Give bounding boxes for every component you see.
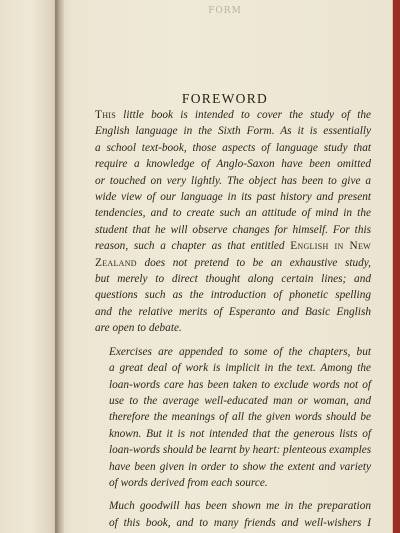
- right-page: [58, 0, 393, 533]
- text-line: [95, 442, 371, 458]
- text-run: or touched on very lightly. The object has been to give a: [95, 174, 371, 187]
- text-line: [95, 287, 371, 303]
- text-run: use to the average well-educated man or woman, and: [109, 394, 371, 407]
- text-line: [95, 409, 371, 425]
- small-caps-text: This: [95, 109, 116, 121]
- text-run: reason, such a chapter as that entitled: [95, 240, 291, 253]
- foreword-paragraph: [95, 107, 371, 337]
- text-line: [95, 360, 371, 376]
- text-run: a school text-book, those aspects of language study that: [95, 141, 371, 154]
- text-run: known. But it is not intended that the generous lists of: [109, 427, 371, 440]
- text-run: but merely to direct thought along certain lines; and: [95, 273, 371, 286]
- text-line: [95, 320, 371, 336]
- text-run: student that he will observe changes for himself. For this: [95, 223, 371, 236]
- text-run: does not pretend to be an exhaustive study,: [136, 256, 371, 269]
- small-caps-text: English in New: [290, 240, 371, 253]
- text-line: [95, 515, 371, 531]
- text-line: [95, 222, 371, 238]
- page-title: FOREWORD: [181, 91, 269, 106]
- text-run: a great deal of work is implicit in the text. Among the: [109, 362, 371, 375]
- text-run: therefore the meanings of all the given words should be: [109, 411, 371, 424]
- foreword-paragraph: [95, 344, 371, 492]
- text-run: and the relative merits of Esperanto and Basic English: [95, 305, 371, 318]
- text-line: [95, 475, 371, 491]
- text-line: [95, 459, 371, 475]
- text-run: tendencies, and to create such an attitude of mind in the: [95, 207, 371, 220]
- text-run: of words derived from each source.: [109, 476, 268, 489]
- foreword-text: [95, 107, 371, 533]
- book-gutter: [55, 0, 64, 533]
- text-line: [95, 189, 371, 205]
- text-line: [95, 271, 371, 287]
- text-run: loan-words should be learnt by heart: plenteous examples: [109, 444, 372, 457]
- text-run: have been given in order to show the extent and variety: [109, 460, 371, 473]
- text-line: [95, 344, 371, 360]
- text-run: require a knowledge of Anglo-Saxon have been omitted: [95, 158, 371, 171]
- text-line: [95, 123, 371, 139]
- text-line: [95, 393, 371, 409]
- text-run: wide view of our language in its past history and present: [95, 191, 371, 204]
- text-run: questions such as the introduction of phonetic spelling: [95, 289, 371, 302]
- text-run: of this book, and to many friends and well-wishers I: [109, 516, 371, 529]
- text-line: [95, 173, 371, 189]
- small-caps-text: Zealand: [95, 256, 137, 269]
- text-run: Much goodwill has been shown me in the preparation: [109, 500, 371, 513]
- text-line: [95, 238, 371, 254]
- text-line: [95, 107, 371, 123]
- text-line: [95, 205, 371, 221]
- running-head: FORM: [208, 6, 242, 16]
- text-run: Exercises are appended to some of the chapters, but: [109, 345, 371, 358]
- text-run: little book is intended to cover the study of the: [116, 109, 371, 121]
- foreword-paragraph: [95, 498, 371, 531]
- text-run: loan-words care has been taken to exclude words not of: [109, 378, 371, 391]
- text-line: [95, 255, 371, 271]
- text-line: [95, 156, 371, 172]
- text-line: [95, 498, 371, 514]
- text-line: [95, 140, 371, 156]
- text-run: are open to debate.: [95, 322, 182, 335]
- left-page: [0, 0, 58, 533]
- text-line: [95, 304, 371, 320]
- text-line: [95, 426, 371, 442]
- text-line: [95, 377, 371, 393]
- text-run: English language in the Sixth Form. As it is essentially: [95, 125, 371, 138]
